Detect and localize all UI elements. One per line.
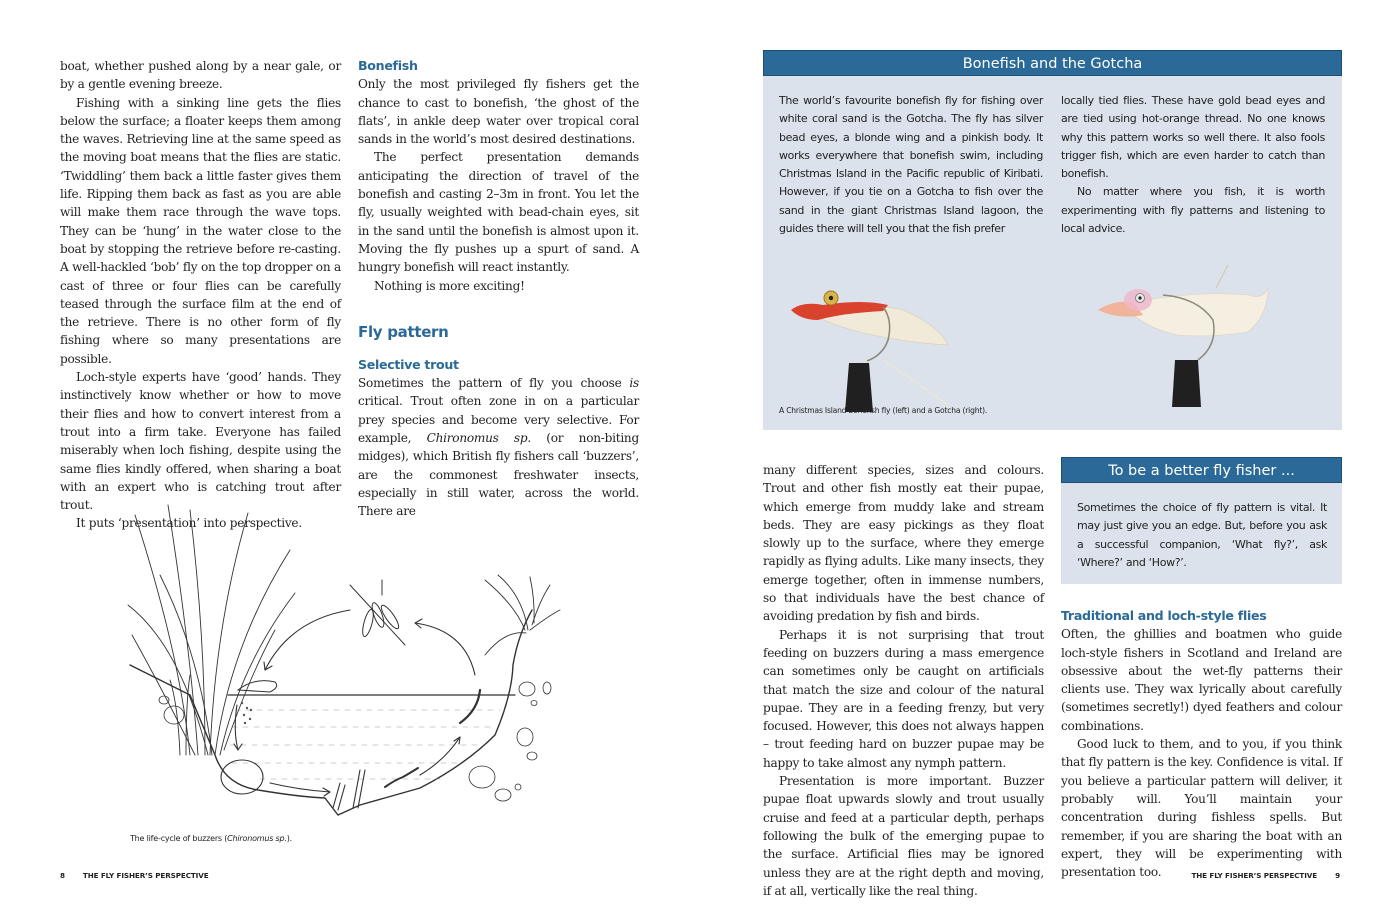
paragraph: The world’s favourite bonefish fly for fishing over white coral sand is the Gotcha. The fly has silver bead eyes, a blonde wing and a pinkish body. It works everywhere that bonefish swim, including Christmas Island in the Pacific republic of Kiribati. However, if you tie on a Gotcha to fish over the sand in the giant Christmas Island lagoon, the guides there will tell you that the fish prefer: [779, 94, 1043, 236]
traditional-flies-heading: Traditional and loch-style flies: [1061, 608, 1267, 623]
running-head: THE FLY FISHER’S PERSPECTIVE: [1191, 871, 1318, 880]
selective-trout-heading: Selective trout: [358, 356, 459, 372]
page-number: 9: [1335, 871, 1340, 880]
sidebar-box-tip: [1061, 457, 1342, 584]
page-number: 8: [60, 871, 65, 880]
box-column-2: [1061, 92, 1325, 238]
paragraph: Fishing with a sinking line gets the flies below the surface; a floater keeps them among the waves. Retrieving line at the same speed as the moving boat means that the flies are static. ‘Twiddling’ them back a little faster gives them life. Ripping them back as fast as you are able will make them race through the wave tops. They can be ‘hung’ in the water close to the boat by stopping the retrieve before re-casting. A well-hackled ‘bob’ fly on the top dropper on a cast of three or four flies can be carefully teased through the surface film at the end of the retrieve. There is no other form of fly fishing where so many presentations are possible.: [60, 95, 341, 366]
adult-at-surface: [238, 681, 277, 692]
vise-stem: [845, 363, 873, 412]
text-run: (or non-biting midges), which British fly fishers call ‘buzzers’, are the commonest freshwater insects, especially in still water, across the world. There are: [358, 431, 639, 519]
left-column-1: [60, 57, 341, 533]
reeds-right: [485, 575, 560, 655]
paragraph: Perhaps it is not surprising that trout feeding on buzzers during a mass emergence can sometimes only be caught on artificials that match the size and colour of the natural pupae. They are in a feeding frenzy, but very focused. However, this does not always happen – trout feeding hard on buzzer pupae may be happy to take almost any nymph pattern.: [763, 627, 1044, 770]
species-name: Chironomus sp.: [426, 431, 531, 446]
reeds-left: [128, 505, 295, 755]
flying-midge: [350, 580, 405, 645]
paragraph: The perfect presentation demands anticipating the direction of travel of the bonefish and casting 2–3m in front. You let the fly, usually weighted with bead-chain eyes, sit in the sand until the bonefish is almost upon it. Moving the fly pushes up a spurt of sand. A hungry bonefish will react instantly.: [358, 150, 639, 275]
lifecycle-arrows: [234, 610, 475, 796]
paragraph: Presentation is more important. Buzzer pupae float upwards slowly and trout usually cruise and feed at a particular depth, perhaps following the bulk of the emerging pupae to the surface. Artificial flies may be ignored unless they are at the right depth and moving, if at all, vertically like the real thing.: [763, 774, 1044, 898]
larva: [385, 768, 418, 787]
paragraph: boat, whether pushed along by a near gale, or by a gentle evening breeze.: [60, 59, 341, 92]
right-page: [700, 0, 1400, 911]
box-title: Bonefish and the Gotcha: [763, 50, 1342, 76]
right-main-column: [763, 461, 1044, 900]
fly-photo-christmas-island: [783, 265, 1013, 400]
paragraph: Loch-style experts have ‘good’ hands. They instinctively know whether or how to move their flies and how to convert interest from a trout into a firm take. Everyone has failed miserably when loch fishing, despite using the same flies kindly offered, when sharing a boat with an expert who is catching trout after trout.: [60, 370, 341, 513]
running-head: THE FLY FISHER’S PERSPECTIVE: [82, 871, 209, 880]
emphasis: is: [629, 376, 639, 391]
left-footer: [60, 871, 209, 880]
species-name: Chironomus sp.: [227, 834, 287, 843]
vise-stem: [1172, 360, 1201, 407]
paragraph: Sometimes the choice of fly pattern is vital. It may just give you an edge. But, before you ask a successful companion, ‘What fly?’, ask ‘Where?’ and ‘How?’.: [1077, 501, 1327, 569]
photo-caption: A Christmas Island bonefish fly (left) and a Gotcha (right).: [779, 406, 988, 415]
box-title: To be a better fly fisher ...: [1061, 457, 1342, 483]
box-column-1: [779, 92, 1043, 238]
paragraph: many different species, sizes and colours. Trout and other fish mostly eat their pupae, which emerge from muddy lake and stream beds. They are easy pickings as they float slowly up to the surface, where they emerge rapidly as flying adults. Like many insects, they emerge together, often in immense numbers, so that individuals have the best chance of avoiding predation by fish and birds.: [763, 463, 1044, 624]
text-run: The life-cycle of buzzers (: [130, 834, 228, 843]
sidebar-box-gotcha: [763, 50, 1342, 430]
paragraph: [358, 374, 639, 520]
water-ripples: [230, 710, 500, 779]
text-run: ).: [286, 834, 293, 843]
buzzer-lifecycle-illustration: [120, 505, 560, 835]
fly-photo-gotcha: [1088, 260, 1328, 400]
right-side-column: [1061, 607, 1342, 881]
paragraph: Good luck to them, and to you, if you think that fly pattern is the key. Confidence is vital. If you believe a particular pattern will deliver, it probably will. You’ll maintain your concentration during fishless spells. But remember, if you are sharing the boat with an expert, they will be experimenting with presentation too.: [1061, 737, 1342, 880]
paragraph: locally tied flies. These have gold bead eyes and are tied using hot-orange thread. No one knows why this pattern works so well there. It also fools trigger fish, which are even harder to catch than bonefish.: [1061, 94, 1325, 181]
eggs: [241, 702, 252, 724]
egg-mass: [221, 760, 263, 794]
fly-pattern-heading: Fly pattern: [358, 322, 449, 341]
right-footer: [1191, 871, 1340, 880]
larva-tubes: [333, 770, 365, 810]
left-column-2: [358, 57, 639, 521]
text-run: Sometimes the pattern of fly you choose: [358, 376, 630, 391]
paragraph: Only the most privileged fly fishers get the chance to cast to bonefish, ‘the ghost of the flats’, in ankle deep water over tropical coral sands in the world’s most desired destinations.: [358, 77, 639, 147]
paragraph: It puts ‘presentation’ into perspective.: [76, 516, 302, 531]
paragraph: No matter where you fish, it is worth experimenting with fly patterns and listening to local advice.: [1061, 185, 1325, 236]
paragraph: Nothing is more exciting!: [374, 278, 525, 293]
illustration-caption: [130, 834, 292, 843]
pebbles: [159, 682, 551, 801]
paragraph: Often, the ghillies and boatmen who guide loch-style fishers in Scotland and Ireland are obsessive about the wet-fly patterns their clients use. They wax lyrically about carefully (sometimes secretly!) dyed feathers and colour combinations.: [1061, 627, 1342, 733]
bonefish-heading: Bonefish: [358, 58, 418, 73]
text-run: critical. Trout often zone in on a particular prey species and become very selective. For example,: [358, 394, 639, 446]
box-text: [1077, 499, 1327, 572]
